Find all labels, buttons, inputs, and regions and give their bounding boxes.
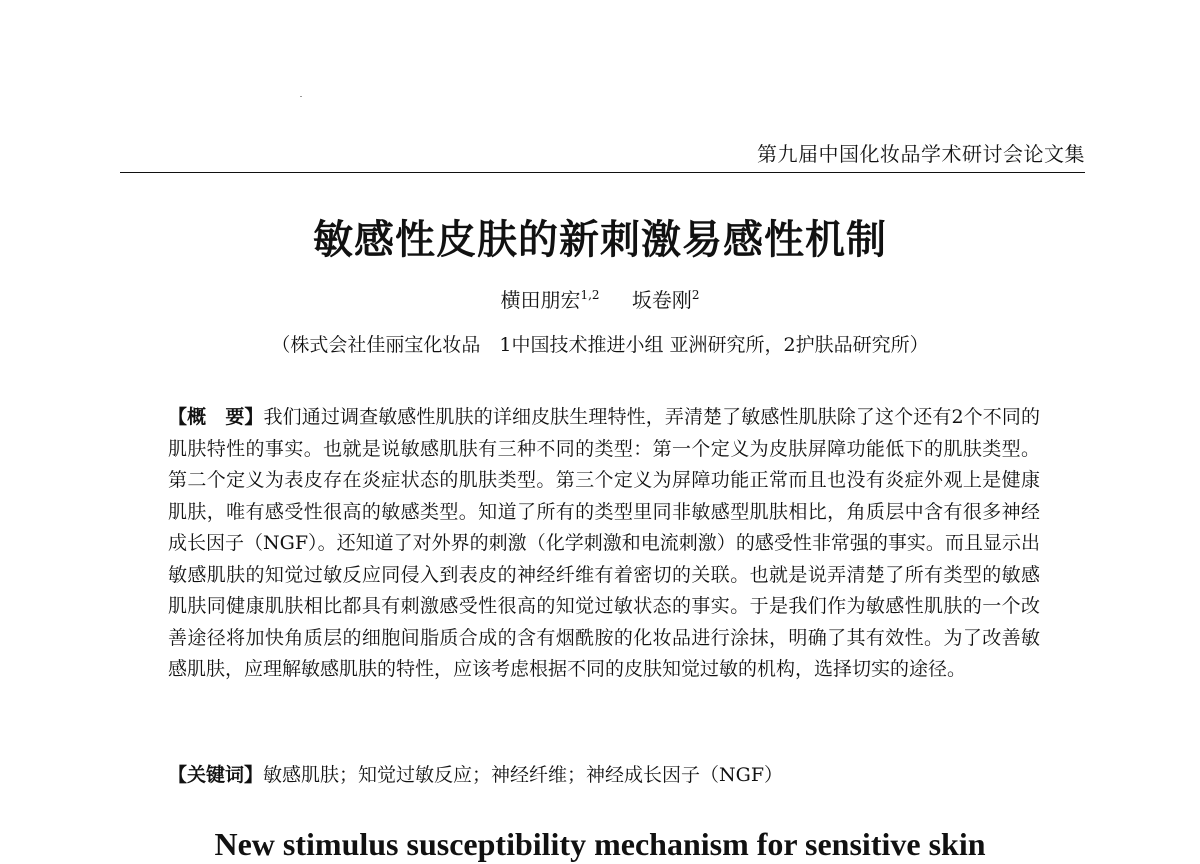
author-1 (500, 288, 599, 312)
abstract-text: 我们通过调查敏感性肌肤的详细皮肤生理特性，弄清楚了敏感性肌肤除了这个还有2个不同的肌肤特性的事实。也就是说敏感肌肤有三种不同的类型：第一个定义为皮肤屏障功能低下的肌肤类型。第二个定义为表皮存在炎症状态的肌肤类型。第三个定义为屏障功能正常而且也没有炎症外观上是健康肌肤，唯有感受性很高的敏感类型。知道了所有的类型里同非敏感型肌肤相比，角质层中含有很多神经成长因子（NGF）。还知道了对外界的刺激（化学刺激和电流刺激）的感受性非常强的事实。而且显示出敏感肌肤的知觉过敏反应同侵入到表皮的神经纤维有着密切的关联。也就是说弄清楚了所有类型的敏感肌肤同健康肌肤相比都具有刺激感受性很高的知觉过敏状态的事实。于是我们作为敏感性肌肤的一个改善途径将加快角质层的细胞间脂质合成的含有烟酰胺的化妆品进行涂抹，明确了其有效性。为了改善敏感肌肤，应理解敏感肌肤的特性，应该考虑根据不同的皮肤知觉过敏的机构，选择切实的途径。 (168, 406, 1040, 680)
author-2 (632, 288, 700, 312)
affiliation: （株式会社佳丽宝化妆品 1中国技术推进小组 亚洲研究所，2护肤品研究所） (271, 334, 929, 356)
author-name: 坂卷刚 (631, 288, 692, 312)
header-rule (120, 172, 1085, 173)
running-header: 第九届中国化妆品学术研讨会论文集 (757, 142, 1085, 166)
keywords-text: 敏感肌肤；知觉过敏反应；神经纤维；神经成长因子（NGF） (263, 764, 784, 786)
paper-title: 敏感性皮肤的新刺激易感性机制 (313, 217, 887, 263)
keywords (168, 760, 1040, 790)
abstract (168, 402, 1040, 686)
author-affiliation-mark: 2 (691, 288, 700, 302)
author-affiliation-mark: 1,2 (580, 288, 600, 302)
keywords-label: 【关键词】 (168, 764, 264, 786)
abstract-label: 【概 要】 (168, 406, 264, 428)
author-name: 横田朋宏 (500, 288, 581, 312)
scan-speck (300, 96, 302, 97)
author-list (0, 280, 1200, 315)
english-title: New stimulus susceptibility mechanism for sensitive skin (214, 826, 986, 862)
